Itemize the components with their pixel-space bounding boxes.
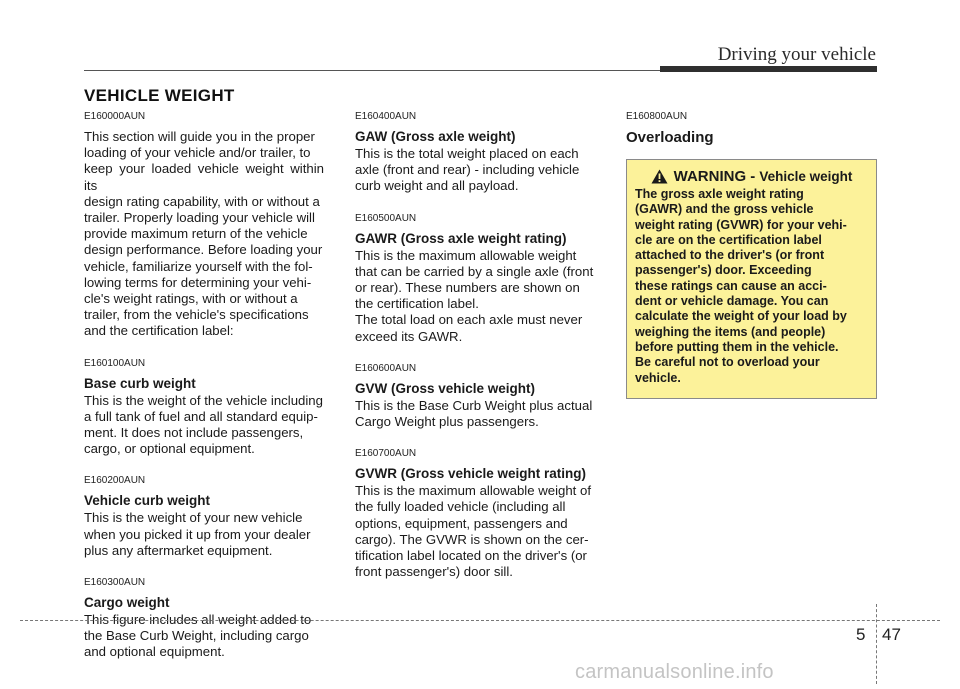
warning-box bbox=[626, 159, 877, 399]
section-code: E160300AUN bbox=[84, 577, 146, 589]
warning-text: The gross axle weight rating (GAWR) and the gross vehicle weight rating (GVWR) for your vehi- cle are on the certification label attached to the driver's (or front passenger's) door. Exceeding these ratings can cause an acci- dent or vehicle damage. You can calculate the weight of your load by weighing the items (and people) before putting them in the vehicle. Be careful not to overload your vehicle. bbox=[635, 187, 847, 385]
section-number: 5 bbox=[856, 625, 866, 644]
gvw-block bbox=[355, 363, 605, 430]
column-1 bbox=[84, 111, 324, 679]
vehicle-curb-weight-block bbox=[84, 475, 324, 559]
warning-sublabel: Vehicle weight bbox=[759, 169, 853, 184]
footer-divider bbox=[876, 604, 877, 684]
section-heading: VEHICLE WEIGHT bbox=[84, 86, 235, 105]
warning-triangle-icon bbox=[651, 169, 668, 184]
gawr-heading: GAWR (Gross axle weight rating) bbox=[355, 230, 567, 246]
warning-title bbox=[635, 168, 868, 185]
section-code: E160600AUN bbox=[355, 362, 417, 374]
gvwr-paragraph: This is the maximum allowable weight of the fully loaded vehicle (including all options, equipment, passengers and cargo). The GVWR is shown on the cer- tification label located on the driver's (or front passenger's) door sill. bbox=[355, 483, 592, 580]
section-code: E160800AUN bbox=[626, 111, 688, 122]
gvwr-block bbox=[355, 448, 605, 580]
gaw-paragraph: This is the total weight placed on each axle (front and rear) - including vehicle curb weight and all payload. bbox=[355, 146, 580, 194]
watermark: carmanualsonline.info bbox=[575, 661, 774, 683]
section-code: E160100AUN bbox=[84, 357, 146, 369]
gvw-paragraph: This is the Base Curb Weight plus actual Cargo Weight plus passengers. bbox=[355, 397, 593, 430]
overloading-heading: Overloading bbox=[626, 129, 714, 146]
vehicle-curb-weight-heading: Vehicle curb weight bbox=[84, 493, 211, 509]
header-rule-accent bbox=[660, 66, 877, 72]
page-number: 47 bbox=[882, 625, 901, 644]
intro-block bbox=[84, 111, 324, 340]
header-rule bbox=[84, 70, 660, 71]
page-header-title: Driving your vehicle bbox=[717, 44, 876, 65]
cargo-weight-heading: Cargo weight bbox=[84, 595, 170, 611]
gaw-heading: GAW (Gross axle weight) bbox=[355, 129, 516, 144]
intro-paragraph: This section will guide you in the proper loading of your vehicle and/or trailer, to keep your loaded vehicle weight within its design rating capability, with or without a trailer. Properly loading your vehicle will provide maximum return of the vehicle design performance. Before loading your vehicle, familiarize yourself with the fol- lowing terms for determining your vehi- cle's weight ratings, with or without a trailer, from the vehicle's specifications and the certification label: bbox=[84, 129, 324, 339]
section-code: E160700AUN bbox=[355, 448, 417, 460]
cargo-weight-paragraph: This figure includes all weight added to the Base Curb Weight, including cargo and optional equipment. bbox=[84, 612, 312, 660]
section-code: E160000AUN bbox=[84, 111, 146, 122]
column-3 bbox=[626, 111, 878, 399]
warning-label: WARNING - bbox=[673, 168, 756, 185]
section-code: E160500AUN bbox=[355, 212, 417, 224]
gawr-block bbox=[355, 213, 605, 345]
section-code: E160200AUN bbox=[84, 475, 146, 487]
gvwr-heading: GVWR (Gross vehicle weight rating) bbox=[355, 466, 587, 482]
base-curb-weight-paragraph: This is the weight of the vehicle including a full tank of fuel and all standard equip- ment. It does not include passengers, cargo, or optional equipment. bbox=[84, 392, 323, 457]
gawr-paragraph: This is the maximum allowable weight that can be carried by a single axle (front or rear). These numbers are shown on the certification label. The total load on each axle must never exceed its GAWR. bbox=[355, 247, 594, 344]
footer-rule bbox=[20, 620, 940, 621]
vehicle-curb-weight-paragraph: This is the weight of your new vehicle when you picked it up from your dealer plus any aftermarket equipment. bbox=[84, 510, 311, 558]
gvw-heading: GVW (Gross vehicle weight) bbox=[355, 380, 536, 396]
base-curb-weight-heading: Base curb weight bbox=[84, 375, 196, 391]
section-code: E160400AUN bbox=[355, 111, 417, 122]
gaw-block bbox=[355, 111, 605, 195]
base-curb-weight-block bbox=[84, 358, 324, 458]
cargo-weight-block bbox=[84, 577, 324, 661]
column-2 bbox=[355, 111, 605, 598]
